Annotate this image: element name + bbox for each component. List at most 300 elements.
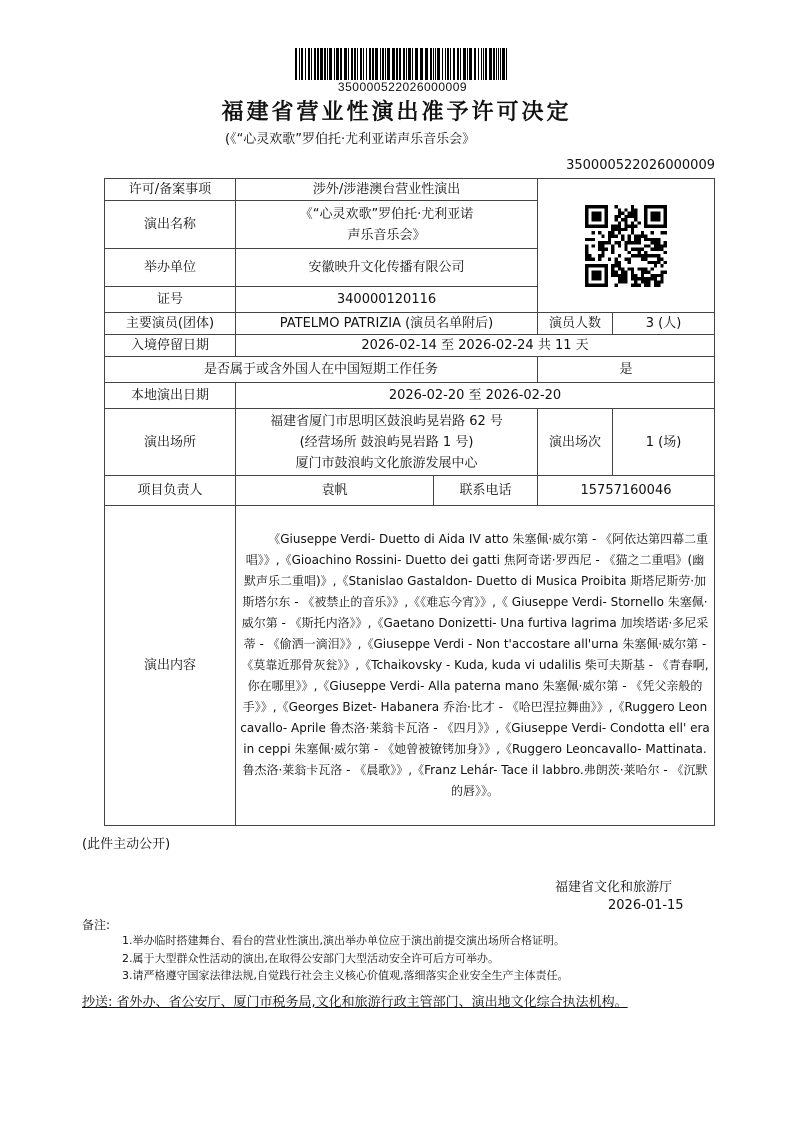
qr-module <box>618 221 621 224</box>
qr-module <box>657 247 660 250</box>
qr-module <box>608 231 611 234</box>
qr-module <box>657 260 660 263</box>
qr-module <box>592 257 595 260</box>
qr-module <box>631 273 634 276</box>
barcode-bar <box>357 48 358 80</box>
qr-module <box>634 218 637 221</box>
document-number: 350000522026000009 <box>566 158 715 173</box>
qr-module <box>641 267 644 270</box>
qr-module <box>628 234 631 237</box>
barcode-bar <box>299 48 300 80</box>
qr-module <box>628 224 631 227</box>
qr-module <box>644 257 647 260</box>
show-name-value <box>236 201 538 249</box>
qr-module <box>621 211 624 214</box>
barcode-bar <box>489 48 492 80</box>
qr-module <box>660 264 663 267</box>
barcode-bar <box>415 48 418 80</box>
qr-module <box>654 264 657 267</box>
qr-module <box>644 280 647 283</box>
qr-module <box>598 218 601 221</box>
qr-module <box>585 205 588 208</box>
qr-module <box>660 224 663 227</box>
qr-module <box>618 254 621 257</box>
qr-module <box>615 283 618 286</box>
qr-module <box>624 277 627 280</box>
qr-module <box>660 247 663 250</box>
qr-module <box>608 241 611 244</box>
barcode-bar <box>363 48 364 80</box>
barcode-bar <box>457 48 459 80</box>
manager-label: 项目负责人 <box>105 476 236 506</box>
qr-module <box>585 224 588 227</box>
permit-table <box>104 178 715 826</box>
show-name-label: 演出名称 <box>105 201 236 249</box>
qr-module <box>592 283 595 286</box>
qr-module <box>654 241 657 244</box>
qr-module <box>624 273 627 276</box>
barcode-bar <box>305 48 306 80</box>
qr-module <box>641 231 644 234</box>
barcode-bar <box>485 48 487 80</box>
barcode-bar <box>463 48 466 80</box>
qr-module <box>608 237 611 240</box>
qr-module <box>588 264 591 267</box>
qr-module <box>601 283 604 286</box>
qr-module <box>634 208 637 211</box>
qr-module <box>588 237 591 240</box>
qr-module <box>585 257 588 260</box>
qr-module <box>651 211 654 214</box>
qr-module <box>651 205 654 208</box>
qr-module <box>641 234 644 237</box>
qr-code-cell <box>538 179 715 313</box>
qr-module <box>631 254 634 257</box>
qr-module <box>592 224 595 227</box>
qr-module <box>605 267 608 270</box>
qr-module <box>644 218 647 221</box>
qr-module <box>644 205 647 208</box>
qr-module <box>634 224 637 227</box>
qr-module <box>585 267 588 270</box>
qr-module <box>651 277 654 280</box>
qr-module <box>598 270 601 273</box>
qr-module <box>592 264 595 267</box>
qr-module <box>605 247 608 250</box>
qr-module <box>644 267 647 270</box>
barcode-bar <box>344 48 347 80</box>
qr-module <box>624 244 627 247</box>
barcode-bar <box>483 48 484 80</box>
issue-date: 2026-01-15 <box>608 898 684 913</box>
qr-module <box>585 218 588 221</box>
qr-module <box>654 211 657 214</box>
barcode-bar <box>450 48 451 80</box>
qr-module <box>595 205 598 208</box>
qr-module <box>660 280 663 283</box>
qr-module <box>651 214 654 217</box>
qr-module <box>647 205 650 208</box>
qr-module <box>664 270 667 273</box>
barcode-bar <box>382 48 384 80</box>
qr-module <box>624 221 627 224</box>
barcode-bar <box>435 48 436 80</box>
qr-module <box>615 234 618 237</box>
qr-module <box>585 214 588 217</box>
barcode-bar <box>478 48 479 80</box>
qr-module <box>624 218 627 221</box>
qr-module <box>595 270 598 273</box>
barcode-bar <box>481 48 482 80</box>
qr-module <box>588 224 591 227</box>
qr-module <box>624 208 627 211</box>
qr-module <box>651 237 654 240</box>
qr-module <box>631 211 634 214</box>
barcode-bar <box>340 48 342 80</box>
qr-module <box>601 247 604 250</box>
qr-module <box>654 247 657 250</box>
qr-module <box>611 227 614 230</box>
qr-module <box>651 247 654 250</box>
barcode-bar <box>329 48 332 80</box>
qr-module <box>585 270 588 273</box>
barcode-bar <box>498 48 499 80</box>
qr-module <box>644 237 647 240</box>
qr-module <box>651 231 654 234</box>
qr-module <box>631 267 634 270</box>
qr-module <box>634 273 637 276</box>
qr-module <box>651 241 654 244</box>
qr-module <box>605 270 608 273</box>
qr-module <box>654 218 657 221</box>
qr-module <box>585 211 588 214</box>
qr-module <box>601 234 604 237</box>
qr-module <box>624 214 627 217</box>
performance-dates-value: 2026-02-20 至 2026-02-20 <box>236 383 715 409</box>
barcode-bar <box>433 48 434 80</box>
qr-module <box>651 267 654 270</box>
qr-module <box>647 224 650 227</box>
qr-module <box>605 221 608 224</box>
qr-module <box>651 218 654 221</box>
venue-label: 演出场所 <box>105 409 236 476</box>
performer-count-value: 3 (人) <box>613 313 715 335</box>
barcode-bar <box>301 48 303 80</box>
qr-module <box>601 224 604 227</box>
qr-module <box>660 244 663 247</box>
barcode-bar <box>506 48 507 80</box>
qr-module <box>621 227 624 230</box>
qr-module <box>631 247 634 250</box>
barcode-bar <box>406 48 407 80</box>
qr-module <box>660 205 663 208</box>
barcode-bar <box>354 48 356 80</box>
barcode-bar <box>387 48 390 80</box>
qr-module <box>654 280 657 283</box>
qr-module <box>631 208 634 211</box>
qr-module <box>644 250 647 253</box>
qr-module <box>628 211 631 214</box>
qr-module <box>615 241 618 244</box>
entry-dates-value: 2026-02-14 至 2026-02-24 共 11 天 <box>236 335 715 357</box>
qr-module <box>644 234 647 237</box>
qr-module <box>601 244 604 247</box>
barcode-bar <box>399 48 401 80</box>
qr-code <box>585 205 667 287</box>
qr-module <box>657 214 660 217</box>
qr-module <box>585 247 588 250</box>
qr-module <box>598 257 601 260</box>
qr-module <box>611 224 614 227</box>
qr-module <box>598 241 601 244</box>
qr-module <box>644 214 647 217</box>
qr-module <box>598 211 601 214</box>
qr-module <box>585 237 588 240</box>
qr-module <box>631 227 634 230</box>
qr-module <box>605 214 608 217</box>
qr-module <box>618 231 621 234</box>
qr-module <box>588 254 591 257</box>
qr-module <box>605 277 608 280</box>
qr-module <box>637 250 640 253</box>
qr-module <box>641 254 644 257</box>
qr-module <box>598 264 601 267</box>
barcode-bar <box>430 48 432 80</box>
qr-module <box>611 273 614 276</box>
barcode-bar <box>425 48 428 80</box>
barcode-bar <box>442 48 443 80</box>
qr-module <box>605 218 608 221</box>
qr-module <box>654 205 657 208</box>
qr-module <box>660 277 663 280</box>
barcode-bar <box>403 48 405 80</box>
qr-module <box>605 280 608 283</box>
qr-module <box>621 277 624 280</box>
permit-type-label: 许可/备案事项 <box>105 179 236 201</box>
barcode <box>295 48 510 80</box>
barcode-bar <box>375 48 378 80</box>
barcode-bar <box>314 48 316 80</box>
organizer-value: 安徽映升文化传播有限公司 <box>236 249 538 287</box>
qr-module <box>644 208 647 211</box>
barcode-bar <box>474 48 476 80</box>
barcode-bar <box>467 48 468 80</box>
qr-module <box>644 277 647 280</box>
qr-module <box>634 254 637 257</box>
qr-module <box>634 277 637 280</box>
license-label: 证号 <box>105 287 236 313</box>
qr-module <box>615 227 618 230</box>
qr-module <box>592 237 595 240</box>
performers-label: 主要演员(团体) <box>105 313 236 335</box>
qr-module <box>634 247 637 250</box>
qr-module <box>621 270 624 273</box>
qr-module <box>657 205 660 208</box>
qr-module <box>631 224 634 227</box>
qr-module <box>637 267 640 270</box>
permit-type-value: 涉外/涉港澳台营业性演出 <box>236 179 538 201</box>
qr-module <box>585 208 588 211</box>
qr-module <box>644 211 647 214</box>
qr-module <box>644 224 647 227</box>
qr-module <box>657 218 660 221</box>
qr-module <box>621 234 624 237</box>
barcode-bar <box>500 48 501 80</box>
qr-module <box>598 277 601 280</box>
qr-module <box>618 260 621 263</box>
note-item: 1.举办临时搭建舞台、看台的营业性演出,演出举办单位应于演出前提交演出场所合格证明。 <box>122 934 565 947</box>
barcode-bar <box>308 48 310 80</box>
qr-module <box>644 270 647 273</box>
qr-module <box>631 270 634 273</box>
qr-module <box>592 214 595 217</box>
qr-module <box>624 280 627 283</box>
qr-module <box>641 273 644 276</box>
qr-module <box>615 270 618 273</box>
qr-module <box>647 254 650 257</box>
qr-module <box>624 270 627 273</box>
barcode-bar <box>320 48 323 80</box>
barcode-bar <box>351 48 353 80</box>
qr-module <box>634 234 637 237</box>
performers-value: PATELMO PATRIZIA (演员名单附后) <box>236 313 538 335</box>
qr-module <box>631 231 634 234</box>
qr-module <box>624 224 627 227</box>
qr-module <box>598 244 601 247</box>
qr-module <box>634 211 637 214</box>
qr-module <box>647 260 650 263</box>
qr-module <box>654 224 657 227</box>
qr-module <box>615 205 618 208</box>
qr-module <box>664 231 667 234</box>
qr-module <box>637 277 640 280</box>
qr-module <box>647 237 650 240</box>
barcode-bar <box>453 48 455 80</box>
qr-module <box>641 247 644 250</box>
qr-module <box>615 273 618 276</box>
qr-module <box>628 214 631 217</box>
organizer-label: 举办单位 <box>105 249 236 287</box>
qr-module <box>647 270 650 273</box>
qr-module <box>654 237 657 240</box>
venue-value <box>236 409 538 476</box>
phone-value: 15757160046 <box>538 476 715 506</box>
barcode-bar <box>496 48 497 80</box>
qr-module <box>624 257 627 260</box>
barcode-bar <box>469 48 472 80</box>
qr-module <box>631 205 634 208</box>
qr-module <box>605 283 608 286</box>
qr-module <box>657 244 660 247</box>
qr-module <box>624 247 627 250</box>
barcode-bar <box>460 48 461 80</box>
qr-module <box>637 247 640 250</box>
qr-module <box>644 221 647 224</box>
qr-module <box>624 241 627 244</box>
barcode-bar <box>369 48 371 80</box>
qr-module <box>664 260 667 263</box>
qr-module <box>628 241 631 244</box>
qr-module <box>657 211 660 214</box>
qr-module <box>611 267 614 270</box>
qr-module <box>628 250 631 253</box>
qr-module <box>615 224 618 227</box>
sessions-label: 演出场次 <box>538 409 613 476</box>
qr-module <box>657 283 660 286</box>
qr-module <box>605 211 608 214</box>
qr-module <box>644 283 647 286</box>
qr-module <box>601 241 604 244</box>
qr-module <box>598 283 601 286</box>
qr-module <box>664 250 667 253</box>
document-title: 福建省营业性演出准予许可决定 <box>221 100 572 125</box>
qr-module <box>585 244 588 247</box>
qr-module <box>637 234 640 237</box>
qr-module <box>595 264 598 267</box>
performer-count-label: 演员人数 <box>538 313 613 335</box>
qr-module <box>637 237 640 240</box>
qr-module <box>601 250 604 253</box>
qr-module <box>585 273 588 276</box>
qr-module <box>664 208 667 211</box>
qr-module <box>631 241 634 244</box>
qr-module <box>637 241 640 244</box>
qr-module <box>585 254 588 257</box>
barcode-bar <box>317 48 319 80</box>
qr-module <box>618 227 621 230</box>
qr-module <box>601 205 604 208</box>
qr-module <box>598 214 601 217</box>
performance-dates-label: 本地演出日期 <box>105 383 236 409</box>
qr-module <box>664 211 667 214</box>
qr-module <box>651 260 654 263</box>
issuer: 福建省文化和旅游厅 <box>555 880 673 895</box>
qr-module <box>657 280 660 283</box>
barcode-bar <box>420 48 423 80</box>
content-value: 《Giuseppe Verdi- Duetto di Aida IV atto 朱塞佩·威尔第 - 《阿依达第四幕二重唱》》,《Gioachino Rossini- Duetto dei gatti 焦阿奇诺·罗西尼 - 《猫之二重唱》(幽默声乐二重唱)》,《Stanislao Gastaldon- Duetto di Musica Proibita 斯塔尼斯劳·加斯塔尔东 - 《被禁止的音乐》》,《《难忘今宵》》,《 Giuseppe Verdi- Stornello 朱塞佩·威尔第 - 《斯托内洛》》,《Gaetano Donizetti- Una furtiva lagrima 加埃塔诺·多尼采蒂 - 《偷洒一滴泪》》,《Giuseppe Verdi - Non t'accostare all'urna 朱塞佩·威尔第 - 《莫靠近那骨灰瓮》》,《Tchaikovsky - Kuda, kuda vi udalilis 柴可夫斯基 - 《青春啊,你在哪里》》,《Giuseppe Verdi- Alla paterna mano 朱塞佩·威尔第 - 《凭父亲般的手》》,《Georges Bizet- Habanera 乔治·比才 - 《哈巴涅拉舞曲》》,《Ruggero Leoncavallo- Aprile 鲁杰洛·莱翁卡瓦洛 - 《四月》》,《Giuseppe Verdi- Condotta ell' era in ceppi 朱塞佩·威尔第 - 《她曾被镣铐加身》》,《Ruggero Leoncavallo- Mattinata. 鲁杰洛·莱翁卡瓦洛 - 《晨歌》》,《Franz Lehár- Tace il labbro.弗朗茨·莱哈尔 - 《沉默的唇》》。 <box>236 506 715 826</box>
barcode-bar <box>396 48 398 80</box>
qr-module <box>598 205 601 208</box>
entry-dates-label: 入境停留日期 <box>105 335 236 357</box>
show-name-line2: 声乐音乐会》 <box>347 227 426 243</box>
qr-module <box>654 277 657 280</box>
barcode-bar <box>372 48 374 80</box>
qr-module <box>611 264 614 267</box>
qr-module <box>618 264 621 267</box>
qr-module <box>592 205 595 208</box>
public-disclosure-note: (此件主动公开) <box>82 837 171 852</box>
qr-module <box>618 244 621 247</box>
qr-module <box>651 224 654 227</box>
notes-list <box>122 932 569 985</box>
qr-module <box>615 260 618 263</box>
qr-module <box>595 273 598 276</box>
qr-module <box>634 283 637 286</box>
qr-module <box>634 214 637 217</box>
qr-module <box>595 218 598 221</box>
qr-module <box>634 241 637 244</box>
phone-label: 联系电话 <box>434 476 538 506</box>
qr-module <box>641 257 644 260</box>
qr-module <box>634 280 637 283</box>
qr-module <box>644 244 647 247</box>
qr-module <box>641 270 644 273</box>
qr-module <box>592 277 595 280</box>
qr-module <box>628 257 631 260</box>
qr-module <box>601 254 604 257</box>
qr-module <box>641 277 644 280</box>
qr-module <box>654 254 657 257</box>
